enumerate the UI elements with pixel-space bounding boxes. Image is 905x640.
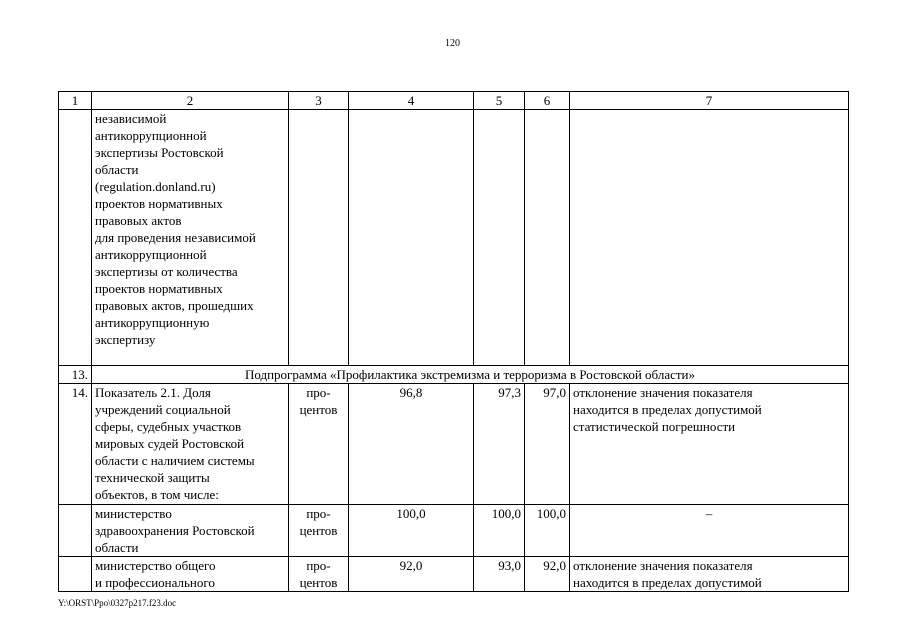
cell-value-5: 97,3 xyxy=(474,384,525,505)
cell-number xyxy=(59,110,92,366)
header-col-3: 3 xyxy=(289,92,349,110)
cell-unit xyxy=(289,110,349,366)
subprogram-title: Подпрограмма «Профилактика экстремизма и терроризма в Ростовской области» xyxy=(92,366,849,384)
footer-file-path: Y:\ORST\Ppo\0327p217.f23.doc xyxy=(58,598,177,608)
table-row-indicator xyxy=(59,384,849,505)
cell-unit: про- центов xyxy=(289,557,349,592)
table-row-subprogram xyxy=(59,366,849,384)
header-col-7: 7 xyxy=(570,92,849,110)
cell-value-6: 97,0 xyxy=(525,384,570,505)
cell-value-4: 92,0 xyxy=(349,557,474,592)
header-col-2: 2 xyxy=(92,92,289,110)
cell-unit: про- центов xyxy=(289,505,349,557)
cell-number: 13. xyxy=(59,366,92,384)
cell-indicator-name: министерство здравоохранения Ростовской области xyxy=(92,505,289,557)
cell-value-4 xyxy=(349,110,474,366)
cell-indicator-name: Показатель 2.1. Доля учреждений социальной сферы, судебных участков мировых судей Ростовской области с наличием системы технической защиты объектов, в том числе: xyxy=(92,384,289,505)
cell-value-4: 100,0 xyxy=(349,505,474,557)
cell-value-6: 100,0 xyxy=(525,505,570,557)
header-col-4: 4 xyxy=(349,92,474,110)
cell-value-6 xyxy=(525,110,570,366)
table-row-ministry-education xyxy=(59,557,849,592)
cell-indicator-name: министерство общего и профессионального xyxy=(92,557,289,592)
report-table xyxy=(58,91,849,592)
cell-value-4: 96,8 xyxy=(349,384,474,505)
header-col-6: 6 xyxy=(525,92,570,110)
cell-value-5: 93,0 xyxy=(474,557,525,592)
cell-indicator-name: независимой антикоррупционной экспертизы Ростовской области (regulation.donland.ru) проектов нормативных правовых актов для проведения независимой антикоррупционной экспертизы от количества проектов нормативных правовых актов, прошедших антикоррупционную экспертизу xyxy=(92,110,289,366)
cell-unit: про- центов xyxy=(289,384,349,505)
table-row-continued xyxy=(59,110,849,366)
cell-value-5: 100,0 xyxy=(474,505,525,557)
cell-note: – xyxy=(570,505,849,557)
table-header-row xyxy=(59,92,849,110)
cell-note: отклонение значения показателя находится в пределах допустимой статистической погрешности xyxy=(570,384,849,505)
header-col-1: 1 xyxy=(59,92,92,110)
cell-value-5 xyxy=(474,110,525,366)
header-col-5: 5 xyxy=(474,92,525,110)
cell-number xyxy=(59,505,92,557)
page-number: 120 xyxy=(445,38,460,49)
cell-value-6: 92,0 xyxy=(525,557,570,592)
cell-number xyxy=(59,557,92,592)
table-row-ministry-health xyxy=(59,505,849,557)
cell-note xyxy=(570,110,849,366)
cell-note: отклонение значения показателя находится в пределах допустимой xyxy=(570,557,849,592)
cell-number: 14. xyxy=(59,384,92,505)
